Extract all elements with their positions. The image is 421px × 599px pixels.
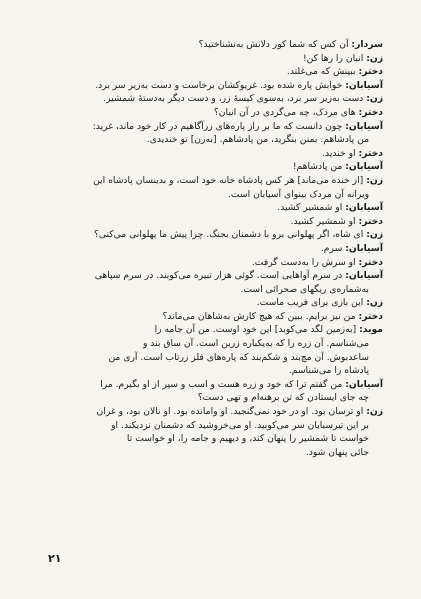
dialogue-line xyxy=(38,419,383,433)
line-text: او سرش را به‌دست گرفت. xyxy=(251,256,359,268)
speaker-label: آسیابان: xyxy=(345,120,383,132)
line-text: من نیز برایم. ببین که هیچ کارش به‌شاهان می‌ماند؟ xyxy=(162,310,359,322)
dialogue-line xyxy=(38,133,383,147)
line-text: او شمشیر کشید. xyxy=(290,215,359,227)
speaker-label: زن: xyxy=(366,174,383,186)
line-text: پادشاه را می‌شناسم. xyxy=(288,365,369,377)
speaker-label: زن: xyxy=(366,229,383,241)
dialogue-line xyxy=(38,351,383,365)
speaker-label: موبد: xyxy=(359,324,383,336)
dialogue-line xyxy=(38,201,383,215)
speaker-label: آسیابان: xyxy=(345,79,383,91)
speaker-label: دختر: xyxy=(358,106,383,118)
dialogue-line xyxy=(38,92,383,106)
line-text: ساعدبوش. آن مچ‌بند و شکم‌بند که پاره‌های فلز زرتاب است. آری من xyxy=(108,351,369,363)
show-through-text xyxy=(301,44,361,54)
line-text: این بازی برای فریب ماست. xyxy=(256,297,367,309)
dialogue-line xyxy=(38,405,383,419)
line-text: خوابش پاره شده بود. غریوکشان برخاست و دست به‌زیر سر برد. xyxy=(95,79,346,91)
line-text: های مردک، چه می‌گردی در آن انبان؟ xyxy=(213,106,359,118)
dialogue-line xyxy=(38,256,383,270)
dialogue-text xyxy=(38,38,383,459)
line-text: به‌شماره‌ی ریگهای صحرائی است. xyxy=(240,283,369,295)
dialogue-line xyxy=(38,391,383,405)
dialogue-line xyxy=(38,432,383,446)
line-text: بر این تیرسبایان سر می‌کوبید. او می‌خروشید که دشمنان نزدیکند. او xyxy=(111,419,369,431)
line-text: ببینش که می‌غلتد. xyxy=(286,66,359,78)
line-text: آن کس که شما کور دلانش به‌نشناختید؟ xyxy=(198,39,352,50)
speaker-label: دختر: xyxy=(358,310,383,322)
dialogue-line xyxy=(38,147,383,161)
speaker-label: زن: xyxy=(366,297,383,309)
dialogue-line xyxy=(38,65,383,79)
speaker-label: دختر: xyxy=(358,66,383,78)
speaker-label: دختر: xyxy=(358,256,383,268)
dialogue-line xyxy=(38,174,383,188)
dialogue-line xyxy=(38,188,383,202)
line-text: می‌شناسم. آن زره را که به‌یکباره زرین است. آن ساق بند و xyxy=(142,338,369,350)
line-text: در سرم آواهایی است. گوئی هزار تبیره می‌کوبند. در سرم سپاهی xyxy=(94,270,346,282)
line-text: من پادشاهم. بمنن بنگرید، من پادشاهم. [به‌زن] تو خندیدی. xyxy=(146,134,369,146)
speaker-label: آسیابان: xyxy=(345,378,383,390)
line-text: چه جای ایستادن که تن برهنه‌ام و تهی دست؟ xyxy=(197,392,369,404)
speaker-label: آسیابان: xyxy=(345,161,383,173)
dialogue-line xyxy=(38,337,383,351)
line-text: او شمشیر کشید. xyxy=(277,202,346,214)
speaker-label: آسیابان: xyxy=(345,270,383,282)
line-text: او ترسان بود. او در خود نمی‌گنجید. او وامانده بود. او نالان بود، و غران xyxy=(96,406,367,418)
dialogue-line xyxy=(38,364,383,378)
line-text: خواست تا شمشیر را پنهان کند، و دیهیم و جامه را، او خواست تا xyxy=(126,433,369,445)
line-text: دست به‌زیر سر برد، به‌سوی کیسهٔ زر، و دست دیگر به‌دستهٔ شمشیر. xyxy=(103,93,367,105)
speaker-label: زن: xyxy=(366,406,383,418)
line-text: من گفتم ترا که خود و زره هست و اسب و سپر از او بگیرم. مرا xyxy=(100,378,346,390)
dialogue-line xyxy=(38,79,383,93)
dialogue-line xyxy=(38,310,383,324)
dialogue-line xyxy=(38,106,383,120)
page-number: ۲۱ xyxy=(48,552,62,565)
dialogue-line xyxy=(38,242,383,256)
dialogue-line xyxy=(38,378,383,392)
line-text: من پادشاهم! xyxy=(292,161,346,173)
speaker-label: زن: xyxy=(366,52,383,64)
line-text: او خندید. xyxy=(322,147,359,159)
speaker-label: زن: xyxy=(366,93,383,105)
line-text: ویرانه آن مردک بینوای آسیابان است. xyxy=(227,188,369,200)
dialogue-line xyxy=(38,120,383,134)
dialogue-line xyxy=(38,446,383,460)
line-text: [به‌زمین لگد می‌کوبد] این خود اوست. من آن جامه را xyxy=(154,324,360,336)
line-text: جائی پنهان شود. xyxy=(305,446,369,458)
dialogue-line xyxy=(38,215,383,229)
speaker-label: دختر: xyxy=(358,215,383,227)
dialogue-line xyxy=(38,160,383,174)
dialogue-line xyxy=(38,296,383,310)
speaker-label: آسیابان: xyxy=(345,202,383,214)
speaker-label: دختر: xyxy=(358,147,383,159)
line-text: چون دانست که ما بر راز پاره‌های زرآگاهیم در کار خود ماند، غرید: xyxy=(92,120,346,132)
line-text: ای شاه، اگر پهلوانی برو با دشمنان بجنگ. چرا پیش ما پهلوانی می‌کنی؟ xyxy=(93,229,367,241)
speaker-label: سردار: xyxy=(351,39,383,50)
line-text: [از خنده می‌ماند] هر کس پادشاه خانه خود است، و بدینسان پادشاه این xyxy=(93,174,367,186)
line-text: انبان را رها کن! xyxy=(302,52,367,64)
dialogue-line xyxy=(38,323,383,337)
line-text: سرم. xyxy=(320,242,346,254)
speaker-label: آسیابان: xyxy=(345,242,383,254)
dialogue-line xyxy=(38,283,383,297)
dialogue-line xyxy=(38,269,383,283)
dialogue-line xyxy=(38,228,383,242)
